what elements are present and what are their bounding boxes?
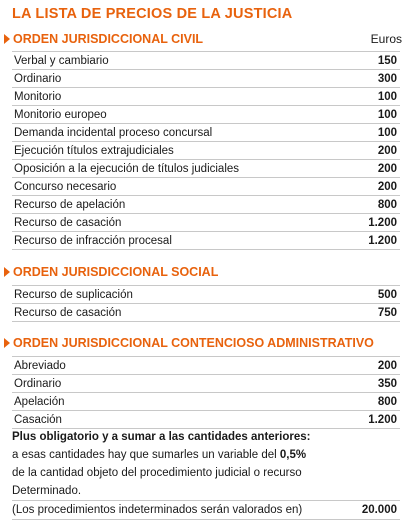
row-value: 200 xyxy=(377,144,397,157)
table-row xyxy=(12,411,400,429)
table-row xyxy=(12,214,400,232)
contencioso-price-table xyxy=(12,356,400,429)
row-label: Abreviado xyxy=(14,359,66,372)
currency-column-header: Euros xyxy=(370,32,402,46)
table-row xyxy=(12,106,400,124)
row-value: 750 xyxy=(377,306,397,319)
social-price-table xyxy=(12,285,400,322)
row-value: 200 xyxy=(377,162,397,175)
table-row xyxy=(12,70,400,88)
row-label: Concurso necesario xyxy=(14,180,117,193)
triangle-bullet-icon xyxy=(4,34,10,44)
section-heading-contencioso xyxy=(4,335,374,351)
row-value: 1.200 xyxy=(368,413,397,426)
table-row xyxy=(12,196,400,214)
section-heading-label: ORDEN JURISDICCIONAL CIVIL xyxy=(13,32,204,46)
row-label: Recurso de casación xyxy=(14,216,122,229)
row-label: Monitorio europeo xyxy=(14,108,107,121)
row-label: Casación xyxy=(14,413,62,426)
row-value: 350 xyxy=(377,377,397,390)
note-line: de la cantidad objeto del procedimiento judicial o recurso xyxy=(12,467,302,479)
row-label: Verbal y cambiario xyxy=(14,54,109,67)
page-title: LA LISTA DE PRECIOS DE LA JUSTICIA xyxy=(12,6,293,22)
note-line: Determinado. xyxy=(12,485,82,497)
table-row xyxy=(12,393,400,411)
table-row xyxy=(12,88,400,106)
row-value: 100 xyxy=(377,126,397,139)
row-label: Ordinario xyxy=(14,377,62,390)
triangle-bullet-icon xyxy=(4,338,10,348)
note-percentage: 0,5% xyxy=(279,449,307,461)
row-label: Ejecución títulos extrajudiciales xyxy=(14,144,174,157)
row-label: Recurso de apelación xyxy=(14,198,126,211)
row-label: Recurso de infracción procesal xyxy=(14,234,172,247)
row-label: Apelación xyxy=(14,395,65,408)
table-row xyxy=(12,52,400,70)
row-value: 100 xyxy=(377,90,397,103)
table-row xyxy=(12,178,400,196)
row-value: 1.200 xyxy=(368,216,397,229)
row-value: 1.200 xyxy=(368,234,397,247)
row-value: 800 xyxy=(377,198,397,211)
note-line-text: a esas cantidades hay que sumarles un variable del xyxy=(12,449,280,461)
row-value: 200 xyxy=(377,180,397,193)
row-value: 200 xyxy=(377,359,397,372)
triangle-bullet-icon xyxy=(4,267,10,277)
row-value: 500 xyxy=(377,288,397,301)
row-label: Recurso de casación xyxy=(14,306,122,319)
table-row xyxy=(12,142,400,160)
surcharge-note xyxy=(12,428,400,500)
table-row xyxy=(12,286,400,304)
row-label: Monitorio xyxy=(14,90,62,103)
row-label: Ordinario xyxy=(14,72,62,85)
row-label: Oposición a la ejecución de títulos judiciales xyxy=(14,162,240,175)
row-value: 100 xyxy=(377,108,397,121)
table-row xyxy=(12,375,400,393)
table-row xyxy=(12,160,400,178)
row-label: (Los procedimientos indeterminados serán valorados en) xyxy=(12,504,303,516)
row-value: 20.000 xyxy=(361,504,397,516)
table-row xyxy=(12,357,400,375)
row-label: Demanda incidental proceso concursal xyxy=(14,126,213,139)
section-heading-label: ORDEN JURISDICCIONAL CONTENCIOSO ADMINISTRATIVO xyxy=(13,336,374,350)
civil-price-table xyxy=(12,51,400,250)
note-line xyxy=(12,446,400,464)
row-label: Recurso de suplicación xyxy=(14,288,133,301)
indeterminate-procedures-row xyxy=(12,500,400,520)
row-value: 300 xyxy=(377,72,397,85)
note-heading: Plus obligatorio y a sumar a las cantidades anteriores: xyxy=(12,431,311,443)
table-row xyxy=(12,232,400,250)
table-row xyxy=(12,124,400,142)
section-heading-civil xyxy=(4,31,203,47)
row-value: 800 xyxy=(377,395,397,408)
section-heading-label: ORDEN JURISDICCIONAL SOCIAL xyxy=(13,265,219,279)
section-heading-social xyxy=(4,264,218,280)
table-row xyxy=(12,304,400,322)
row-value: 150 xyxy=(377,54,397,67)
